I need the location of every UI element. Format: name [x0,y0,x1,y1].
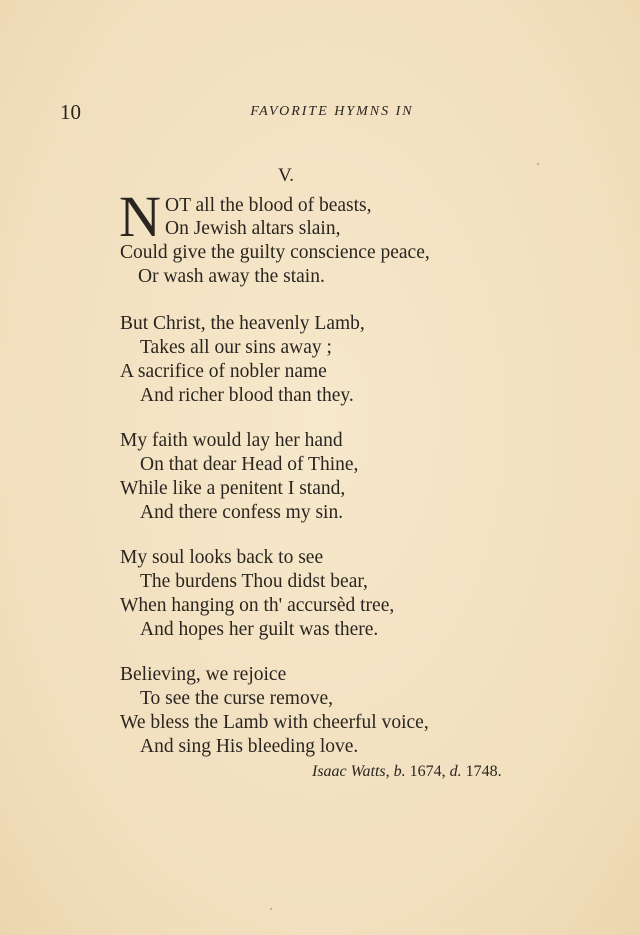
first-line: OT all the blood of beasts, [165,195,372,216]
poem-line: And hopes her guilt was there. [140,619,379,640]
poem-line: Or wash away the stain. [138,266,325,287]
paper-speck [270,908,272,910]
poem-line: And richer blood than they. [140,385,354,406]
poem-line: Could give the guilty conscience peace, [120,242,430,263]
poem-line: My soul looks back to see [120,547,324,568]
died-label: d. [449,763,462,780]
poem-line: A sacrifice of nobler name [120,361,327,382]
page-number: 10 [60,100,81,124]
poem-line: On Jewish altars slain, [165,218,341,239]
poem-line: When hanging on th' accursèd tree, [120,595,395,616]
author-name: Isaac Watts, [312,763,390,780]
poem-line: Believing, we rejoice [120,664,287,685]
poem-line: My faith would lay her hand [120,430,343,451]
poem-line: Takes all our sins away ; [140,337,332,358]
running-title: FAVORITE HYMNS IN [250,104,414,119]
born-label: b. [393,763,406,780]
poem-line: To see the curse remove, [140,688,334,709]
attribution [312,763,502,781]
died-year: 1748. [465,763,502,780]
poem-line: But Christ, the heavenly Lamb, [120,313,365,334]
drop-cap: N [119,184,161,249]
poem-line: And there confess my sin. [140,502,344,523]
poem-line: We bless the Lamb with cheerful voice, [120,712,429,733]
poem-line: While like a penitent I stand, [120,478,346,499]
poem-line: The burdens Thou didst bear, [140,571,368,592]
poem-line: And sing His bleeding love. [140,736,359,757]
born-year: 1674, [409,763,446,780]
poem-line: On that dear Head of Thine, [140,454,359,475]
paper-speck [537,163,539,165]
hymn-number: V. [278,165,295,186]
